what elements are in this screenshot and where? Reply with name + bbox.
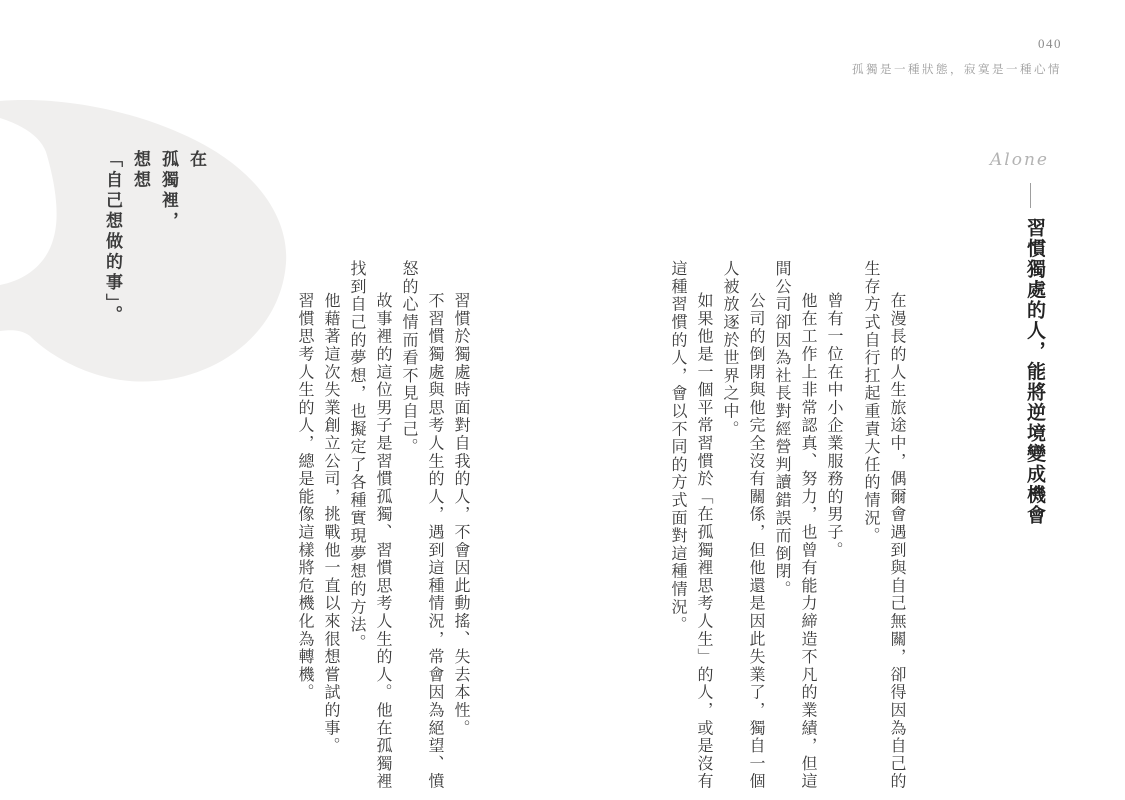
body-column: 如果他是一個平常習慣於「在孤獨裡思考人生」的人，或是沒有 bbox=[695, 292, 712, 791]
body-column: 故事裡的這位男子是習慣孤獨、習慣思考人生的人。他在孤獨裡 bbox=[374, 292, 391, 791]
body-column: 公司的倒閉與他完全沒有關係，但他還是因此失業了，獨自一個 bbox=[747, 292, 764, 791]
body-column: 這種習慣的人，會以不同的方式面對這種情況。 bbox=[669, 260, 686, 634]
body-column: 他在工作上非常認真、努力，也曾有能力締造不凡的業績，但這 bbox=[799, 292, 816, 791]
pull-quote-column: 在 bbox=[187, 150, 206, 171]
chapter-title-divider bbox=[1030, 183, 1031, 208]
body-column: 間公司卻因為社長對經營判讀錯誤而倒閉。 bbox=[773, 260, 790, 599]
pull-quote-column: 想想 bbox=[131, 150, 150, 191]
body-column: 人被放逐於世界之中。 bbox=[721, 260, 738, 438]
body-column: 在漫長的人生旅途中，偶爾會遇到與自己無關，卻得因為自己的 bbox=[888, 292, 905, 791]
body-column: 習慣於獨處時面對自我的人，不會因此動搖、失去本性。 bbox=[452, 292, 469, 737]
page-number: 040 bbox=[1038, 36, 1062, 51]
pull-quote-column: 「自己想做的事」。 bbox=[103, 150, 122, 326]
body-column: 不習慣獨處與思考人生的人，遇到這種情況，常會因為絕望、憤 bbox=[426, 292, 443, 791]
pull-quote-column: 孤獨裡， bbox=[159, 150, 178, 232]
body-column: 找到自己的夢想，也擬定了各種實現夢想的方法。 bbox=[348, 260, 365, 652]
body-column: 他藉著這次失業創立公司，挑戰他一直以來很想嘗試的事。 bbox=[322, 292, 339, 755]
body-column: 怒的心情而看不見自己。 bbox=[400, 260, 417, 456]
body-column: 習慣思考人生的人，總是能像這樣將危機化為轉機。 bbox=[296, 292, 313, 702]
chapter-title: 習慣獨處的人，能將逆境變成機會 bbox=[1024, 218, 1045, 526]
body-column: 生存方式自行扛起重責大任的情況。 bbox=[862, 260, 879, 545]
running-head: 孤獨是一種狀態，寂寞是一種心情 bbox=[852, 64, 1062, 76]
chapter-label-script: Alone bbox=[990, 150, 1049, 170]
body-column: 曾有一位在中小企業服務的男子。 bbox=[825, 292, 842, 559]
